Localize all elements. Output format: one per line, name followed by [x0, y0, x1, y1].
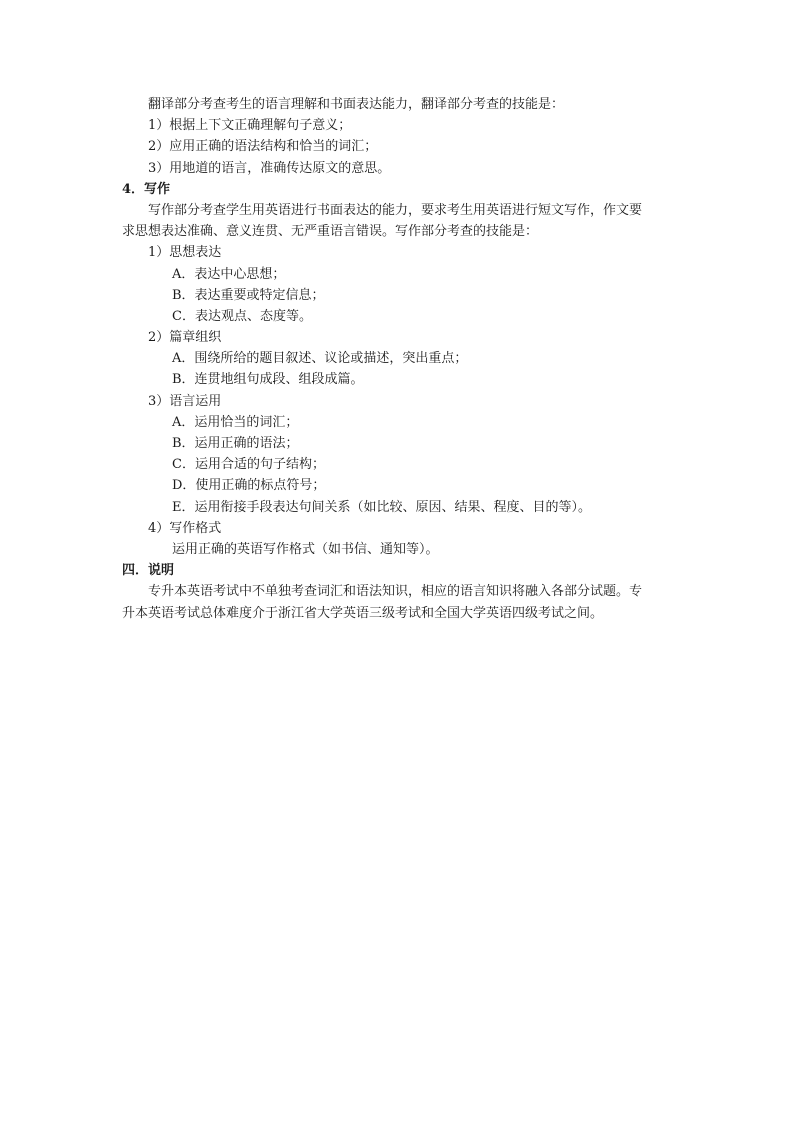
- translation-intro: 翻译部分考查考生的语言理解和书面表达能力，翻译部分考查的技能是：: [148, 97, 565, 112]
- writing-group-1-item-a: A．表达中心思想；: [172, 266, 286, 282]
- writing-group-3-item-d: D．使用正确的标点符号；: [172, 478, 326, 494]
- writing-group-1-item-b: B．表达重要或特定信息；: [172, 287, 325, 303]
- writing-intro-line-2: 求思想表达准确、意义连贯、无严重语言错误。写作部分考查的技能是：: [122, 224, 539, 240]
- writing-group-3-title: 3）语言运用: [148, 393, 222, 409]
- writing-group-2-item-a: A．围绕所给的题目叙述、议论或描述，突出重点；: [172, 351, 468, 367]
- writing-group-3-item-a: A．运用恰当的词汇；: [172, 414, 299, 430]
- document-page: [122, 94, 682, 624]
- writing-group-2-item-b: B．连贯地组句成段、组段成篇。: [172, 372, 364, 388]
- writing-group-1-title: 1）思想表达: [148, 245, 222, 261]
- notes-line-2: 升本英语考试总体难度介于浙江省大学英语三级考试和全国大学英语四级考试之间。: [122, 605, 604, 621]
- translation-skill-2: 2）应用正确的语法结构和恰当的词汇；: [148, 139, 378, 155]
- writing-group-3-item-b: B．运用正确的语法；: [172, 436, 299, 451]
- translation-skill-1: 1）根据上下文正确理解句子意义；: [148, 118, 352, 134]
- writing-group-3-item-e: E．运用衔接手段表达句间关系（如比较、原因、结果、程度、目的等）。: [172, 499, 591, 515]
- writing-group-1-item-c: C．表达观点、态度等。: [172, 308, 312, 324]
- writing-group-2-title: 2）篇章组织: [148, 330, 222, 346]
- notes-heading: 四．说明: [122, 563, 175, 579]
- writing-group-4-body: 运用正确的英语写作格式（如书信、通知等）。: [172, 541, 439, 557]
- translation-skill-3: 3）用地道的语言，准确传达原文的意思。: [148, 160, 391, 176]
- writing-intro-line-1: 写作部分考查学生用英语进行书面表达的能力，要求考生用英语进行短文写作，作文要: [148, 202, 643, 218]
- notes-line-1: 专升本英语考试中不单独考查词汇和语法知识，相应的语言知识将融入各部分试题。专: [148, 584, 643, 600]
- writing-heading: 4．写作: [122, 181, 171, 197]
- writing-group-3-item-c: C．运用合适的句子结构；: [172, 457, 325, 473]
- writing-group-4-title: 4）写作格式: [148, 520, 222, 536]
